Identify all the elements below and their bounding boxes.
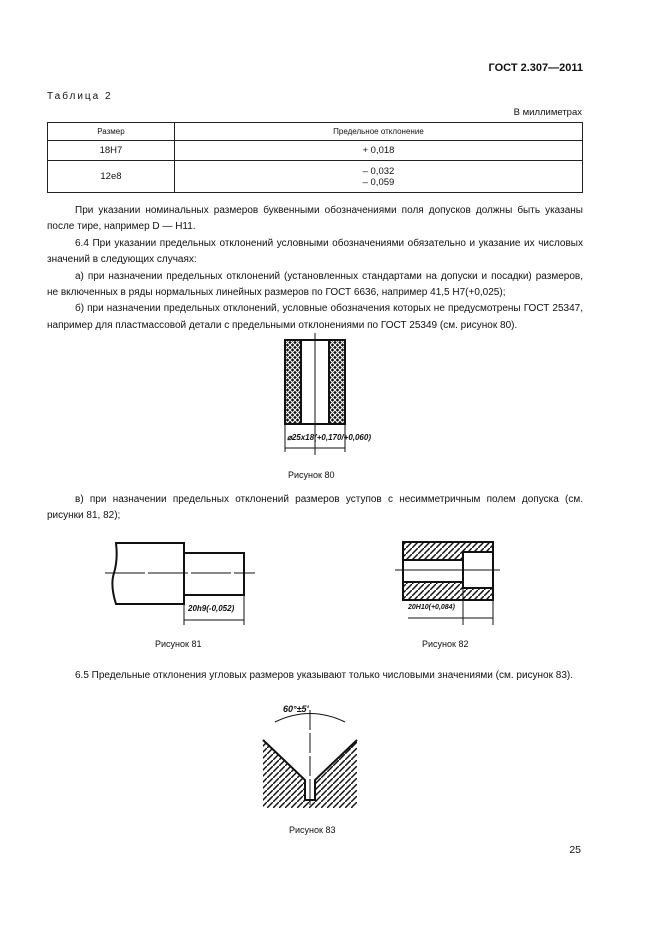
document-id: ГОСТ 2.307—2011 [488,62,583,74]
deviation-cell [174,161,582,193]
figure-83-label: 60°±5' [283,704,309,714]
paragraph: 6.5 Предельные отклонения угловых размеров указывают только числовыми значениями (см. рисунок 83). [75,670,573,681]
paragraph: а) при назначении предельных отклонений (установленных стандартами на допуски и посадки) размеров, не включенных в ряды нормальных линейных размеров по ГОСТ 6636, например 41,5 H7(+0,025); [47,270,583,299]
column-header: Предельное отклонение [174,123,582,141]
paragraph: 6.4 При указании предельных отклонений условными обозначениями обязательно и указание их числовых значений в следующих случаях: [47,237,583,266]
deviation-upper: – 0,032 [362,165,395,177]
size-cell: 12e8 [48,161,175,193]
figure-81-caption: Рисунок 81 [155,639,202,649]
size-cell: 18H7 [48,141,175,161]
paragraph: в) при назначении предельных отклонений размеров уступов с несимметричным полем допуска (см. рисунки 81, 82); [47,494,583,522]
paragraph: б) при назначении предельных отклонений, условные обозначения которых не предусмотрены ГОСТ 25347, например для пластмассовой детали с предельными отклонениями по ГОСТ 25349 (см. рисунок 80). [47,303,583,331]
column-header: Размер [48,123,175,141]
deviation-cell: + 0,018 [174,141,582,161]
figure-82-caption: Рисунок 82 [422,639,469,649]
table-units: В миллиметрах [513,107,582,118]
figure-80-caption: Рисунок 80 [288,470,335,480]
figure-83-caption: Рисунок 83 [289,825,336,835]
paragraph: При указании номинальных размеров буквенными обозначениями поля допусков должны быть указаны после тире, например D — H11. [47,205,583,233]
figure-80-label: ⌀25x18(+0,170/+0,060) [287,433,371,442]
deviation-lower: – 0,059 [362,176,395,188]
table-row [48,141,583,161]
table-caption: Таблица 2 [47,91,113,102]
body-text-block [47,203,583,334]
page-number: 25 [569,844,581,856]
figure-83-drawing [255,700,375,810]
figure-81-label: 20h9(-0,052) [188,604,235,613]
tolerance-table [47,122,583,193]
figures-81-82-drawing [100,530,500,630]
table-row [48,161,583,193]
figure-82-label: 20H10(+0,084) [408,604,455,611]
